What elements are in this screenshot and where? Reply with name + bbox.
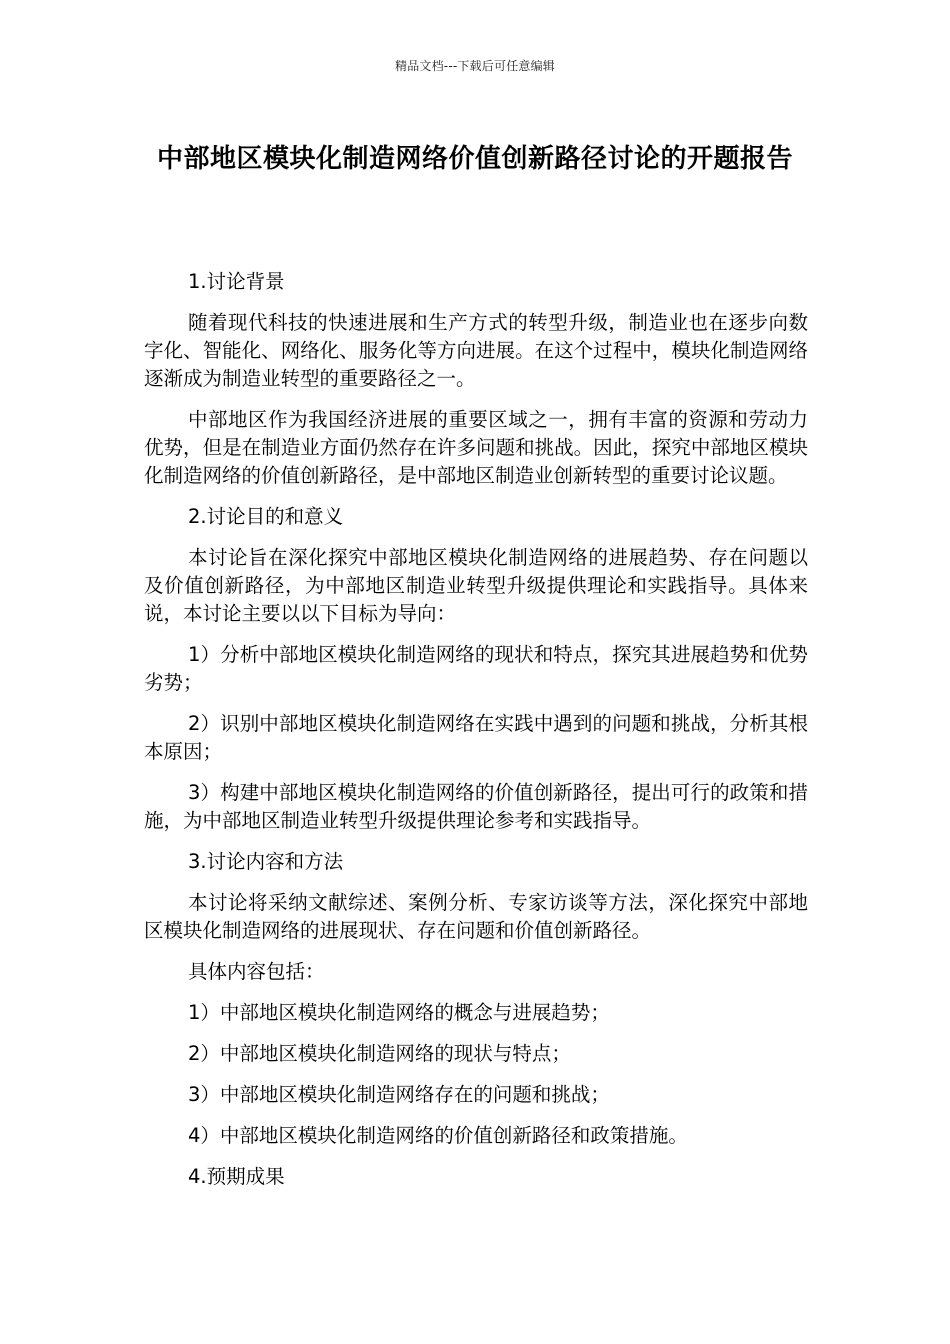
section-heading-background: 1.讨论背景: [188, 270, 285, 293]
paragraph: 随着现代科技的快速进展和生产方式的转型升级，制造业也在逐步向数字化、智能化、网络化、服务化等方向进展。在这个过程中，模块化制造网络逐渐成为制造业转型的重要路径之一。: [144, 311, 808, 390]
document-title: 中部地区模块化制造网络价值创新路径讨论的开题报告: [156, 144, 793, 174]
header-note: 精品文档---下载后可任意编辑: [395, 59, 555, 73]
paragraph: 具体内容包括：: [188, 960, 325, 983]
list-item: 3）中部地区模块化制造网络存在的问题和挑战；: [188, 1083, 610, 1106]
document-body: [144, 268, 808, 1204]
section-heading-content-methods: 3.讨论内容和方法: [188, 850, 344, 873]
list-item: 4）中部地区模块化制造网络的价值创新路径和政策措施。: [188, 1124, 688, 1147]
paragraph: 中部地区作为我国经济进展的重要区域之一，拥有丰富的资源和劳动力优势，但是在制造业方面仍然存在许多问题和挑战。因此，探究中部地区模块化制造网络的价值创新路径，是中部地区制造业创新转型的重要讨论议题。: [144, 408, 808, 487]
section-heading-expected-results: 4.预期成果: [188, 1165, 285, 1188]
list-item: 2）识别中部地区模块化制造网络在实践中遇到的问题和挑战，分析其根本原因；: [144, 712, 808, 763]
section-heading-purpose: 2.讨论目的和意义: [188, 505, 344, 528]
paragraph: 本讨论旨在深化探究中部地区模块化制造网络的进展趋势、存在问题以及价值创新路径，为中部地区制造业转型升级提供理论和实践指导。具体来说，本讨论主要以以下目标为导向：: [144, 546, 808, 625]
paragraph: 本讨论将采纳文献综述、案例分析、专家访谈等方法，深化探究中部地区模块化制造网络的进展现状、存在问题和价值创新路径。: [144, 891, 808, 942]
list-item: 1）中部地区模块化制造网络的概念与进展趋势；: [188, 1001, 610, 1024]
list-item: 1）分析中部地区模块化制造网络的现状和特点，探究其进展趋势和优势劣势；: [144, 643, 808, 694]
list-item: 3）构建中部地区模块化制造网络的价值创新路径，提出可行的政策和措施，为中部地区制造业转型升级提供理论参考和实践指导。: [144, 781, 808, 832]
list-item: 2）中部地区模块化制造网络的现状与特点；: [188, 1042, 571, 1065]
